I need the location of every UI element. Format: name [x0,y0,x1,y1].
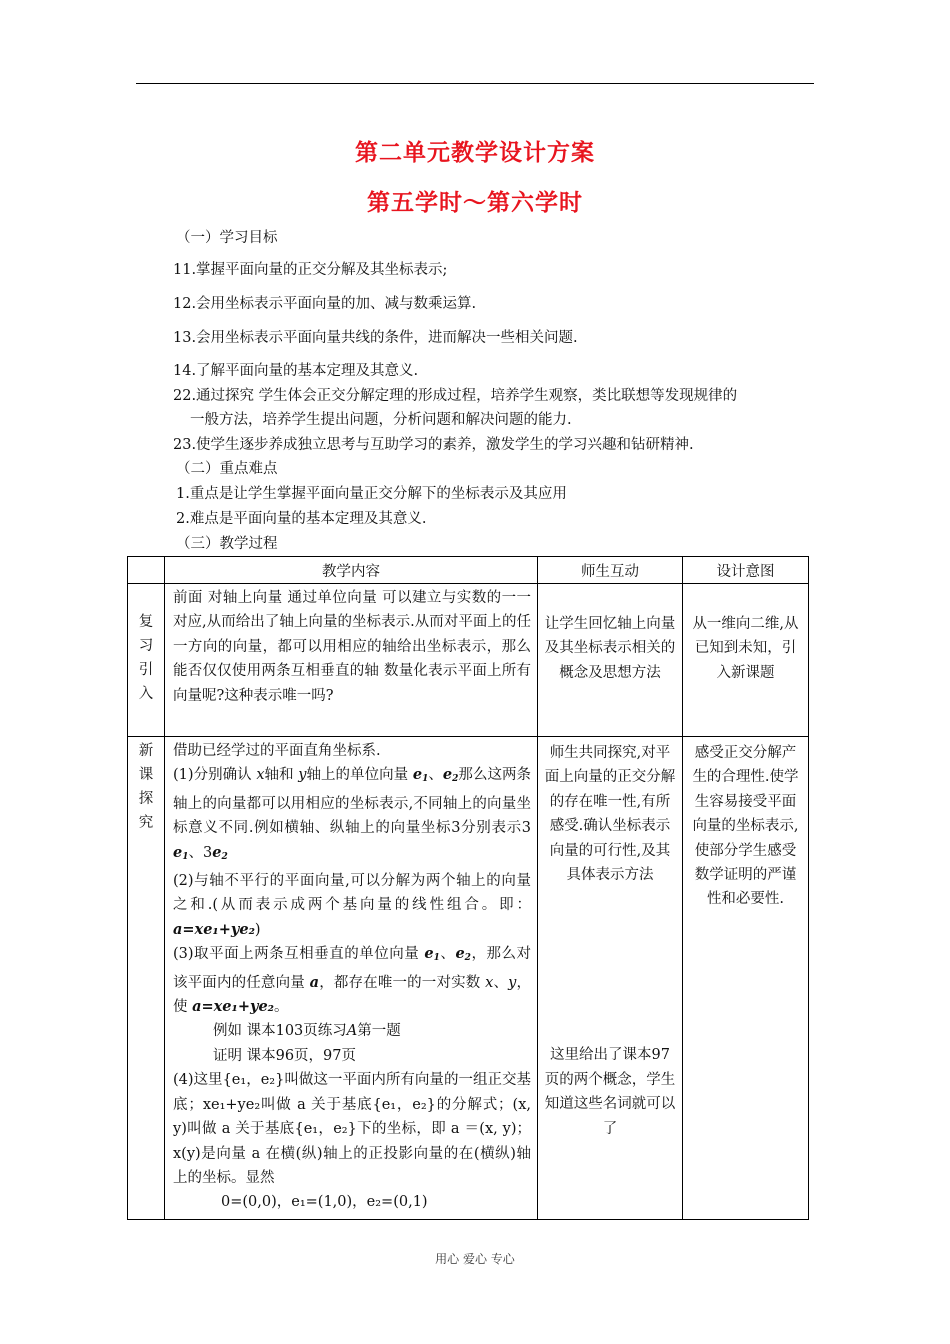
key-point: 2.难点是平面向量的基本定理及其意义. [176,511,427,527]
formula: a=xe₁+ye₂ [192,998,275,1016]
sub-2: 2 [452,774,459,785]
text: 第一题 [357,1023,401,1040]
category-char: 探 [138,791,154,807]
category-char: 习 [138,638,154,654]
text: 、3 [188,844,213,861]
vec-e2: e [442,766,453,784]
interaction-text: 这里给出了课本97页的两个概念，学生知道这些名词就可以了 [544,1047,676,1137]
text: 例如 课本103页练习 [213,1023,347,1040]
category-char: 课 [138,767,154,783]
category-char: 引 [138,662,154,678]
text: 、 [428,767,443,784]
row-category [128,584,165,737]
goal-item: 14.了解平面向量的基本定理及其意义. [173,363,419,379]
sub-1: 1 [433,953,440,964]
text: 轴上的单位向量 [306,767,413,784]
top-rule [136,83,814,84]
row-design: 从一维向二维,从已知到未知，引入新课题 [683,584,809,737]
category-char: 究 [138,815,154,831]
text: ) [254,921,261,938]
row-content [165,737,538,1220]
vec-e1: e [412,766,423,784]
proof-line: 证明 课本96页，97页 [213,1047,357,1064]
row-interaction: 让学生回忆轴上向量及其坐标表示相关的概念及思想方法 [538,584,683,737]
header-content: 教学内容 [165,557,538,584]
process-heading: （三）教学过程 [176,536,278,552]
header-design: 设计意图 [683,557,809,584]
text: ，使 [173,974,532,1016]
goal-item: 23.使学生逐步养成独立思考与互助学习的素养，激发学生的学习兴趣和钻研精神. [173,437,694,453]
text: 轴和 [264,767,299,784]
vec-e1: e [424,945,434,963]
content-line: 借助已经学过的平面直角坐标系. [173,743,381,759]
category-char: 入 [138,686,154,702]
table-header-row [128,557,809,584]
var-A: A [346,1023,358,1040]
category-char: 新 [138,743,154,759]
text: 那么这两条轴上的向量都可以用相应的坐标表示,不同轴上的向量坐标意义不同.例如横轴、纵轴上的向量坐标3分别表示3 [173,767,532,837]
text: ，那么对该平面内的任意向量 [173,946,531,991]
goal-item: 22.通过探究 学生体会正交分解定理的形成过程，培养学生观察，类比联想等发现规律的 [173,388,738,404]
content-paragraph [173,763,531,869]
header-blank [128,557,165,584]
var-y: y [298,767,307,784]
goal-item: 一般方法，培养学生提出问题，分析问题和解决问题的能力. [190,412,572,428]
goal-item: 12.会用坐标表示平面向量的加、减与数乘运算. [173,296,477,312]
sub-2: 2 [221,851,228,862]
category-char: 复 [138,614,154,630]
interaction-text: 师生共同探究,对平面上向量的正交分解的存在唯一性,有所感受.确认坐标表示向量的可行性,及其具体表示方法 [544,745,676,884]
var-x: x [256,767,265,784]
content-paragraph: (4)这里{e₁，e₂}叫做这一平面内所有向量的一组正交基底；xe₁+ye₂叫做 a 关于基底{e₁，e₂}的分解式；(x, y)叫做 a 关于基底{e₁，e₂}下的坐标，即 a ＝(x, y)；x(y)是向量 a 在横(纵)轴上的正投影向量的在(横纵)轴上的坐标。显然 [173,1072,531,1186]
text: (3)取平面上两条互相垂直的单位向量 [173,946,425,963]
header-interaction: 师生互动 [538,557,683,584]
vec-e2: e [455,945,465,963]
goals-heading: （一）学习目标 [176,230,278,246]
row-design: 感受正交分解产生的合理性.使学生容易接受平面向量的坐标表示,使部分学生感受数学证明的严谨性和必要性. [683,737,809,1220]
var-y: y [508,974,517,991]
vec-e1: e [173,843,183,861]
sub-2: 2 [464,953,471,964]
table-row [128,584,809,737]
content-paragraph [173,942,531,1019]
content-paragraph [173,869,531,942]
text: 、 [439,946,456,963]
goal-item: 11.掌握平面向量的正交分解及其坐标表示; [173,262,448,278]
text: ，都存在唯一的一对实数 [319,974,486,991]
formula: a=xe₁+ye₂ [173,920,255,938]
text: (2)与轴不平行的平面向量,可以分解为两个轴上的向量之和.(从而表示成两个基向量的线性组合。即： [173,873,531,914]
var-x: x [485,974,494,991]
table-row [128,737,809,1220]
key-heading: （二）重点难点 [176,461,278,477]
text: (1)分别确认 [173,767,257,784]
row-content: 前面 对轴上向量 通过单位向量 可以建立与实数的一一对应,从而给出了轴上向量的坐标表示.从而对平面上的任一方向的向量，都可以用相应的轴给出坐标表示，那么能否仅仅使用两条互相垂直的轴 数量化表示平面上所有向量呢?这种表示唯一吗? [165,584,538,737]
main-title: 第二单元教学设计方案 [355,140,595,166]
process-table [127,556,809,1220]
sub-1: 1 [422,774,429,785]
sub-1: 1 [182,851,189,862]
key-point: 1.重点是让学生掌握平面向量正交分解下的坐标表示及其应用 [176,486,567,502]
content-line: 0=(0,0)，e₁=(1,0)，e₂=(0,1) [221,1194,428,1211]
row-category [128,737,165,1220]
goal-item: 13.会用坐标表示平面向量共线的条件，进而解决一些相关问题. [173,330,578,346]
vec-a: a [309,973,320,991]
sub-title: 第五学时～第六学时 [367,190,583,216]
row-interaction [538,737,683,1220]
text: 、 [493,974,509,991]
example-line [173,1019,531,1043]
footer: 用心 爱心 专心 [435,1252,515,1266]
text: 。 [274,999,289,1016]
vec-e2: e [212,843,222,861]
